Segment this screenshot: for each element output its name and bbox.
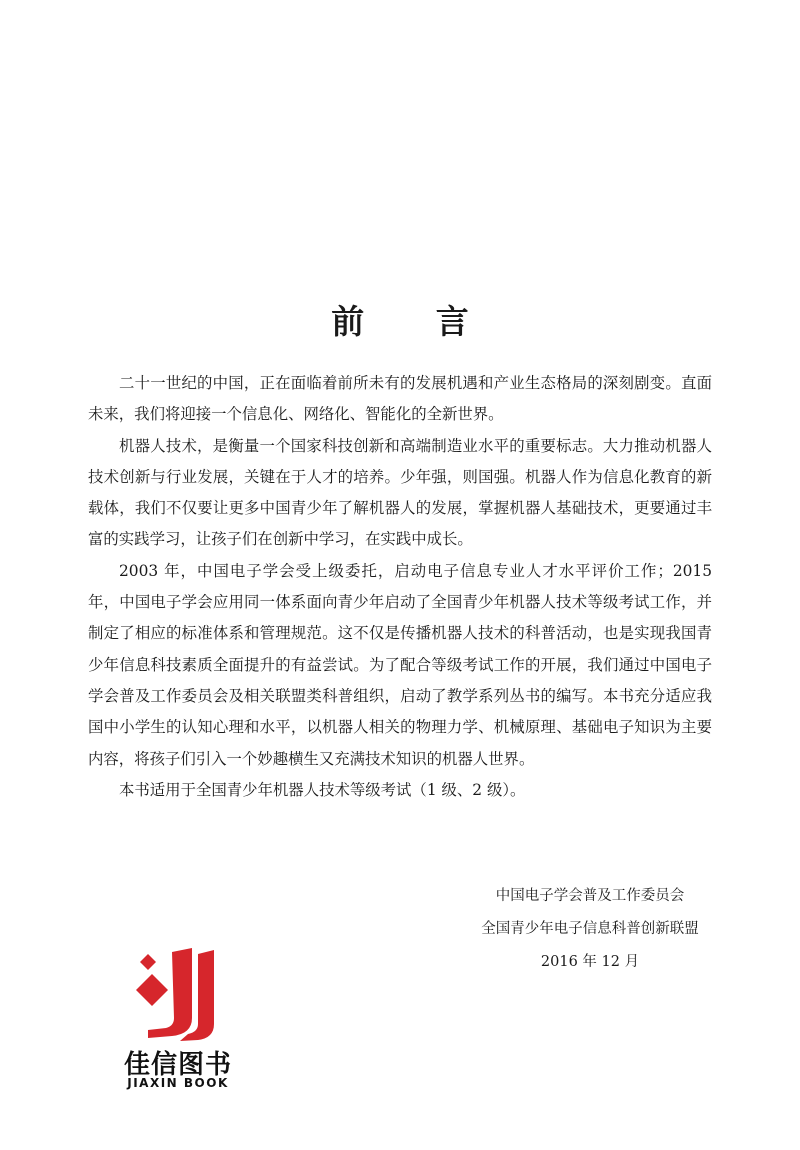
publisher-logo xyxy=(108,944,248,1094)
signature-org-2: 全国青少年电子信息科普创新联盟 xyxy=(481,921,699,937)
signature-org-1: 中国电子学会普及工作委员会 xyxy=(495,888,685,904)
paragraph-4: 本书适用于全国青少年机器人技术等级考试（1 级、2 级）。 xyxy=(119,780,526,799)
paragraph-2: 机器人技术，是衡量一个国家科技创新和高端制造业水平的重要标志。大力推动机器人技术创新与行业发展，关键在于人才的培养。少年强，则国强。机器人作为信息化教育的新载体，我们不仅要让更多中国青少年了解机器人的发展，掌握机器人基础技术，更要通过丰富的实践学习，让孩子们在创新中学习，在实践中成长。 xyxy=(88,436,712,549)
signature-block xyxy=(440,880,740,979)
emblem-diamond-top xyxy=(140,954,156,970)
publisher-emblem-icon xyxy=(108,944,248,1044)
preface-body xyxy=(88,368,712,806)
signature-date: 2016 年 12 月 xyxy=(540,954,640,970)
page-title: 前 言 xyxy=(331,302,499,341)
paragraph-3: 2003 年，中国电子学会受上级委托，启动电子信息专业人才水平评价工作；2015 年，中国电子学会应用同一体系面向青少年启动了全国青少年机器人技术等级考试工作，并制定了相应的标准体系和管理规范。这不仅是传播机器人技术的科普活动，也是实现我国青少年信息科技素质全面提升的有益尝试。为了配合等级考试工作的开展，我们通过中国电子学会普及工作委员会及相关联盟类科普组织，启动了教学系列丛书的编写。本书充分适应我国中小学生的认知心理和水平，以机器人相关的物理力学、机械原理、基础电子知识为主要内容，将孩子们引入一个妙趣横生又充满技术知识的机器人世界。 xyxy=(88,561,712,768)
emblem-diamond-main xyxy=(136,974,168,1006)
paragraph-1: 二十一世纪的中国，正在面临着前所未有的发展机遇和产业生态格局的深刻剧变。直面未来，我们将迎接一个信息化、网络化、智能化的全新世界。 xyxy=(88,374,712,424)
logo-name-en: JIAXIN BOOK xyxy=(127,1076,229,1090)
logo-name-cn: 佳信图书 xyxy=(123,1050,232,1080)
